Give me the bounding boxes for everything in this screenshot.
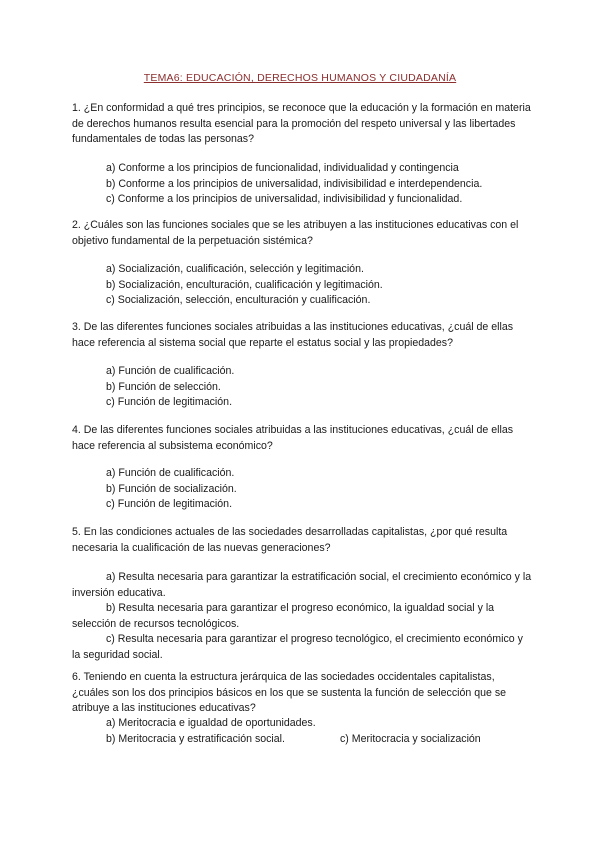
question-3-options — [106, 364, 536, 411]
option-5a: a) Resulta necesaria para garantizar la estratificación social, el crecimiento económico y la inversión educativa. — [72, 571, 532, 599]
question-4: 4. De las diferentes funciones sociales atribuidas a las instituciones educativas, ¿cuál de ellas hace referencia al subsistema económico? — [72, 424, 514, 452]
question-3: 3. De las diferentes funciones sociales atribuidas a las instituciones educativas, ¿cuál de ellas hace referencia al sistema social que reparte el estatus social y las propiedades? — [72, 321, 514, 349]
question-2-options — [106, 262, 536, 309]
option-1a: a) Conforme a los principios de funcionalidad, individualidad y contingencia — [106, 162, 459, 174]
question-6: 6. Teniendo en cuenta la estructura jerárquica de las sociedades occidentales capitalistas, ¿cuáles son los dos principios básicos en los que se sustenta la función de selección que se atribuye a las instituciones educativas? — [72, 671, 507, 714]
option-2c: c) Socialización, selección, enculturación y cualificación. — [106, 294, 371, 306]
option-1c: c) Conforme a los principios de universalidad, indivisibilidad y funcionalidad. — [106, 193, 463, 205]
option-5c: c) Resulta necesaria para garantizar el progreso tecnológico, el crecimiento económico y la seguridad social. — [72, 633, 523, 661]
option-6a: a) Meritocracia e igualdad de oportunidades. — [106, 717, 316, 729]
option-4c: c) Función de legitimación. — [106, 498, 233, 510]
option-1b: b) Conforme a los principios de universalidad, indivisibilidad e interdependencia. — [106, 177, 483, 190]
option-4b: b) Función de socialización. — [106, 482, 237, 495]
question-5: 5. En las condiciones actuales de las sociedades desarrolladas capitalistas, ¿por qué resulta necesaria la cualificación de las nuevas generaciones? — [72, 526, 508, 554]
question-5-options — [72, 570, 532, 663]
option-3b: b) Función de selección. — [106, 380, 221, 393]
page-title: TEMA6: EDUCACIÓN, DERECHOS HUMANOS Y CIUDADANÍA — [143, 72, 457, 84]
question-2: 2. ¿Cuáles son las funciones sociales que se les atribuyen a las instituciones educativas con el objetivo fundamental de la perpetuación sistémica? — [72, 219, 519, 247]
question-1: 1. ¿En conformidad a qué tres principios, se reconoce que la educación y la formación en materia de derechos humanos resulta esencial para la promoción del respeto universal y las libertades fundamentales de todas las personas? — [72, 102, 531, 145]
question-4-options — [106, 466, 536, 513]
option-6b: b) Meritocracia y estratificación social. — [106, 733, 285, 745]
option-3c: c) Función de legitimación. — [106, 396, 233, 408]
option-4a: a) Función de cualificación. — [106, 467, 235, 479]
option-2b: b) Socialización, enculturación, cualificación y legitimación. — [106, 278, 383, 291]
question-1-options — [106, 161, 536, 208]
option-3a: a) Función de cualificación. — [106, 365, 235, 377]
option-2a: a) Socialización, cualificación, selección y legitimación. — [106, 263, 364, 275]
option-5b: b) Resulta necesaria para garantizar el progreso económico, la igualdad social y la selección de recursos tecnológicos. — [72, 602, 495, 630]
option-6c: c) Meritocracia y socialización — [340, 733, 481, 745]
